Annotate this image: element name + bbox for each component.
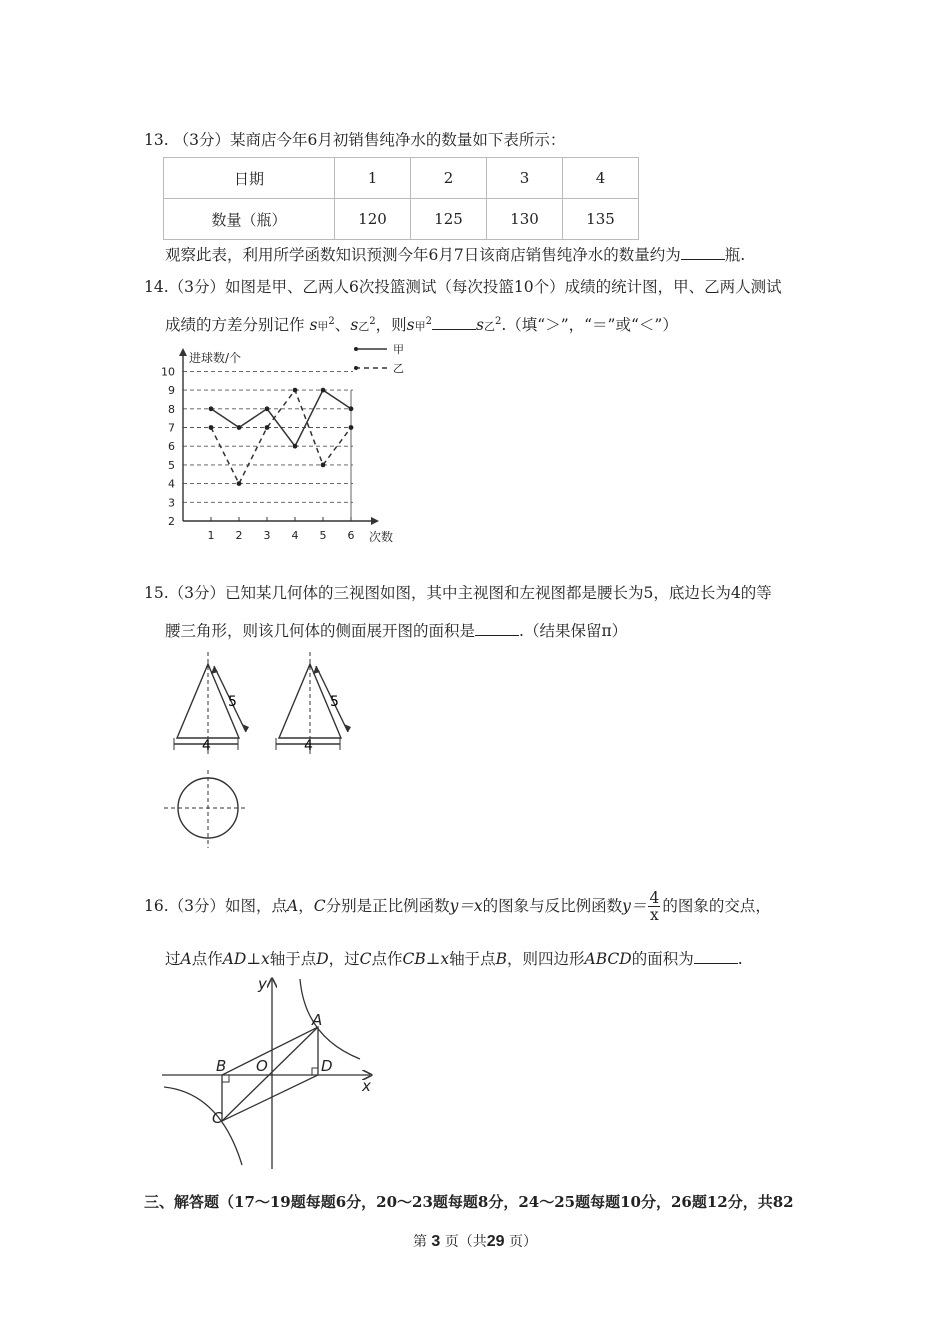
data-point [349, 406, 354, 411]
data-point [237, 481, 242, 486]
arrow-head [242, 724, 249, 732]
q16-text: 的图象与反比例函数 [482, 896, 623, 915]
y-tick-label: 6 [168, 440, 175, 454]
q14-text: 如图是甲、乙两人6次投篮测试（每次投篮10个）成绩的统计图，甲、乙两人测试 [225, 278, 782, 296]
x-tick-label: 6 [347, 529, 355, 542]
q16-text: 轴于点 [449, 950, 496, 968]
q16-line2 [165, 947, 743, 969]
seg-AD: AD [222, 950, 247, 968]
q13-number: 13. [144, 131, 169, 149]
count-cell: 125 [411, 199, 487, 240]
hyperbola-branch-1 [300, 979, 360, 1059]
x-axis-label: 次数 [369, 530, 394, 544]
table-row [164, 199, 639, 240]
label-4: 4 [202, 738, 211, 754]
count-cell: 120 [335, 199, 411, 240]
q16-line1 [144, 890, 771, 924]
label-x: x [362, 1077, 371, 1095]
count-cell: 135 [563, 199, 639, 240]
y-tick-label: 10 [161, 365, 175, 379]
q16-number: 16. [144, 896, 169, 915]
y-axis-label: 进球数/个 [189, 351, 242, 365]
q13-observe-end: 瓶. [724, 246, 746, 264]
perp: ⊥ [425, 950, 441, 968]
y-tick-label: 7 [168, 421, 175, 435]
sub-jia: 甲 [414, 320, 426, 333]
q14-score: （3分） [168, 278, 226, 296]
comma: ， [298, 896, 314, 915]
y-tick-label: 8 [168, 402, 175, 416]
data-point [321, 463, 326, 468]
point-D: D [316, 950, 329, 968]
answer-blank [432, 315, 476, 330]
x-tick-label: 2 [235, 529, 243, 542]
row-header-date: 日期 [164, 158, 335, 199]
point-B: B [495, 950, 508, 968]
line-y-eq-x [222, 1027, 318, 1121]
sub-yi: 乙 [358, 320, 370, 333]
perp: ⊥ [246, 950, 261, 968]
footer-post: 页） [509, 1234, 538, 1250]
sep: 、 [334, 316, 351, 334]
label-B: B [216, 1057, 227, 1075]
series-line-1 [211, 390, 351, 446]
data-point [237, 425, 242, 430]
day-cell: 2 [411, 158, 487, 199]
q16-text: 点作 [371, 950, 403, 968]
answer-blank [681, 245, 725, 260]
var-s: s [476, 316, 484, 334]
q15-line1 [144, 581, 772, 603]
count-cell: 130 [487, 199, 563, 240]
q13-score: （3分） [173, 131, 230, 149]
footer-mid: 页（共 [444, 1234, 487, 1250]
q16-end: . [737, 950, 743, 968]
answer-blank [475, 621, 519, 636]
three-view-figure [160, 650, 380, 850]
legend-label: 甲 [393, 343, 404, 356]
q15-line2 [165, 619, 627, 641]
legend-marker [354, 347, 358, 351]
hyperbola-figure [160, 975, 380, 1175]
y-tick-label: 3 [168, 496, 175, 510]
label-A: A [312, 1011, 323, 1029]
y-axis-arrow [179, 348, 187, 356]
q16-text: 过 [165, 950, 181, 968]
answer-blank [694, 949, 738, 964]
data-point [209, 406, 214, 411]
q16-text: ，则四边形 [507, 950, 585, 968]
label-D: D [321, 1057, 333, 1075]
y-tick-label: 4 [168, 477, 175, 491]
data-point [265, 406, 270, 411]
q13-line1 [144, 128, 565, 150]
x-axis-arrow [371, 517, 379, 525]
q15-text: 已知某几何体的三视图如图，其中主视图和左视图都是腰长为5，底边长为4的等 [225, 584, 772, 602]
data-point [265, 425, 270, 430]
sup-2: 2 [494, 315, 502, 327]
sup-2: 2 [425, 315, 433, 327]
score-line-chart [155, 340, 415, 552]
q16-text: 点作 [191, 950, 223, 968]
var-s: s [350, 316, 359, 334]
data-point [293, 444, 298, 449]
q16-text: 轴于点 [269, 950, 317, 968]
series-line-2 [211, 390, 351, 484]
q16-text: 的面积为 [631, 950, 694, 968]
q16-text: 的图象的交点， [662, 896, 771, 915]
y-tick-label: 9 [168, 384, 175, 398]
footer-pre: 第 [412, 1234, 427, 1250]
sub-jia: 甲 [317, 320, 329, 333]
point-C: C [359, 950, 372, 968]
x-tick-label: 4 [291, 529, 299, 542]
label-5: 5 [330, 694, 339, 710]
label-y: y [258, 975, 267, 993]
hyperbola-branch-3 [164, 1087, 242, 1165]
formula-yx: y＝x [449, 896, 483, 915]
right-angle-mark [312, 1068, 318, 1075]
q16-text: ，过 [328, 950, 360, 968]
fraction [648, 890, 660, 924]
q14-text-a: 成绩的方差分别记作 [165, 316, 305, 334]
label-O: O [256, 1057, 268, 1075]
q14-number: 14. [144, 278, 169, 296]
q16-score: （3分） [168, 896, 226, 915]
x-tick-label: 1 [207, 529, 215, 542]
data-point [293, 388, 298, 393]
label-5: 5 [228, 694, 237, 710]
seg-CB: CB [402, 950, 426, 968]
x-tick-label: 5 [319, 529, 327, 542]
point-A: A [287, 896, 299, 915]
y-tick-label: 5 [168, 458, 175, 472]
var-s: s [406, 316, 415, 334]
y-tick-label: 2 [168, 515, 175, 528]
point-C: C [313, 896, 326, 915]
point-A: A [180, 950, 192, 968]
q13-sales-table [163, 157, 639, 240]
frac-den: x [650, 906, 659, 925]
sub-yi: 乙 [483, 320, 495, 333]
page-total: 29 [486, 1233, 505, 1250]
data-point [349, 425, 354, 430]
page-number: 3 [431, 1233, 441, 1250]
legend-label: 乙 [393, 362, 404, 375]
q14-end: .（填“＞”，“＝”或“＜”） [501, 316, 678, 334]
table-row [164, 158, 639, 199]
q14-line2 [165, 313, 678, 335]
q13-observe [165, 243, 745, 265]
day-cell: 3 [487, 158, 563, 199]
x-tick-label: 3 [263, 529, 271, 542]
arrow-head [344, 724, 351, 732]
quad-ABCD: ABCD [584, 950, 632, 968]
day-cell: 1 [335, 158, 411, 199]
q14-line1 [144, 275, 782, 297]
section3-heading: 三、解答题（17～19题每题6分，20～23题每题8分，24～25题每题10分，26题12分，共82 [144, 1193, 794, 1211]
formula-y: y＝ [622, 896, 647, 915]
q14-ze: ，则 [375, 316, 407, 334]
row-header-count: 数量（瓶） [164, 199, 335, 240]
page-footer [0, 1231, 950, 1251]
q13-stem: 某商店今年6月初销售纯净水的数量如下表所示： [229, 131, 566, 149]
q16-text: 分别是正比例函数 [325, 896, 450, 915]
frac-num: 4 [649, 889, 660, 907]
q16-text: 如图，点 [225, 896, 288, 915]
data-point [321, 388, 326, 393]
var-x: x [260, 950, 270, 968]
q15-text-b: 腰三角形，则该几何体的侧面展开图的面积是 [165, 622, 476, 640]
right-angle-mark [222, 1075, 229, 1082]
sup-2: 2 [369, 315, 376, 327]
q15-number: 15. [144, 584, 169, 602]
var-s: s [309, 316, 318, 334]
var-x: x [440, 950, 450, 968]
q15-text-end: .（结果保留π） [519, 622, 628, 640]
day-cell: 4 [563, 158, 639, 199]
legend-marker [354, 366, 358, 370]
q13-observe-text: 观察此表，利用所学函数知识预测今年6月7日该商店销售纯净水的数量约为 [165, 246, 681, 264]
label-C: C [212, 1109, 223, 1127]
label-4: 4 [304, 738, 313, 754]
data-point [209, 425, 214, 430]
q15-score: （3分） [168, 584, 226, 602]
sup-2: 2 [328, 315, 335, 327]
